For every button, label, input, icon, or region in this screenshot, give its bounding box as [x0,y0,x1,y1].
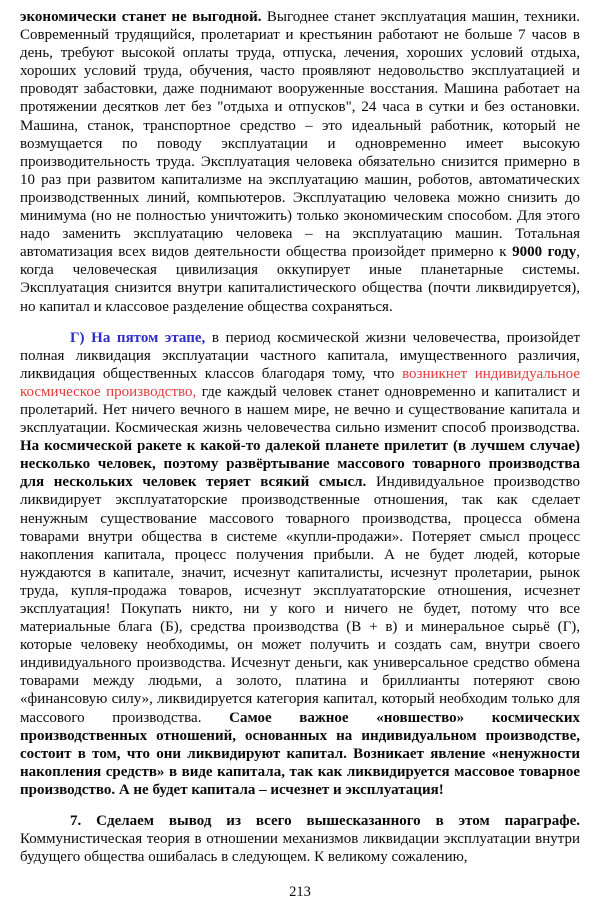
text-run: в период космической жизни человечества, произойдет полная ликвидация эксплуатации частного капитала, имущественного различия, ликвидация общественных классов благодаря тому, что [20,329,581,382]
text-run-bold: 9000 году [512,244,577,261]
text-run: Выгоднее станет эксплуатация машин, техники. Современный трудящийся, пролетариат и крестьянин работают не больше 7 часов в день, требуют высокой оплаты труда, отпуска, лечения, хороших условий отдыха, хороших условий труда, обучения, часто проявляют недовольство эксплуатацией и проводят забастовки, даже поднимают вооруженные восстания. Машина работает на протяжении десятков лет без "отдыха и отпусков", 24 часа в сутки и без остановки. Машина, станок, транспортное средство – это идеальный работник, который не возмущается по поводу эксплуатации и одновременно имеет высокую производительность труда. Эксплуатация человека обязательно снизится примерно в 10 раз при развитом капитализме на эксплуатацию машин, роботов, автоматических производственных линий, компьютеров. Эксплуатацию человека можно снизить до минимума (но не полностью уничтожить) только экономическим способом. Для этого надо заменить эксплуатацию человека – на эксплуатацию машин. Тотальная автоматизация всех видов деятельности общества произойдет примерно к [20,9,580,261]
stage-heading-blue: Г) На пятом этапе, [70,329,206,346]
text-run: , когда человеческая цивилизация оккупирует иные планетарные системы. Эксплуатация снизится внутри капиталистического общества (почти ликвидируется), но капитал и классовое разделение общества сохраняться. [20,244,580,315]
text-run: где каждый человек станет одновременно и капиталист и пролетарий. Нет ничего вечного в нашем мире, не вечно и существование капитала и эксплуатации. Космическая жизнь человечества сильно изменит способ производства. [20,383,580,437]
text-run: Индивидуальное производство ликвидирует эксплуататорские производственные отношения, так как сделает ненужным существование массового товарного производства, процесса обмена товарами внутри общества в системе «купли-продажи». Потеряет смысл процесс накопления капитала, процесс получения прибыли. А не будет людей, которые нуждаются в капитале, значит, исчезнут капиталисты, исчезнут пролетарии, рынок труда, купля-продажа товаров, исчезнут эксплуататорские отношения, исчезнет эксплуатация! Покупать никто, ни у кого и ничего не будет, потому что все материальные блага (Б), средства производства (В + в) и минеральное сырьё (Г), которые человеку необходимы, он может получить и создать сам, внутри своего индивидуального производства. Исчезнут деньги, как универсальное средство обмена товарами между людьми, а золото, платина и бриллианты потеряют свою «финансовую силу», ликвидируется категория капитал, который необходим только для массового производства. [20,474,580,726]
paragraph-3 [20,812,580,866]
text-run-bold: На космической ракете к какой-то далекой планете прилетит (в лучшем случае) несколько человек, поэтому развёртывание массового товарного производства для нескольких человек теряет всякий смысл. [20,438,580,491]
document-text [20,8,580,866]
text-run: Коммунистическая теория в отношении механизмов ликвидации эксплуатации внутри будущего общества ошибалась в следующем. К великому сожалению, [20,831,580,866]
text-run-bold: 7. Сделаем вывод из всего вышесказанного в этом параграфе. [70,813,580,830]
paragraph-1 [20,8,580,316]
text-run-red-highlight: возникнет индивидуальное космическое производство, [20,365,580,400]
paragraph-2 [20,329,580,799]
text-run-bold: экономически станет не выгодной. [20,9,267,25]
text-run-bold: Самое важное «новшество» космических производственных отношений, основанных на индивидуальном производстве, состоит в том, что они ликвидируют капитал. Возникает явление «ненужности накопления средств» в виде капитала, так как ликвидируется массовое товарное производство. А не будет капитала – исчезнет и эксплуатация! [20,709,581,798]
page-number: 213 [0,884,600,901]
